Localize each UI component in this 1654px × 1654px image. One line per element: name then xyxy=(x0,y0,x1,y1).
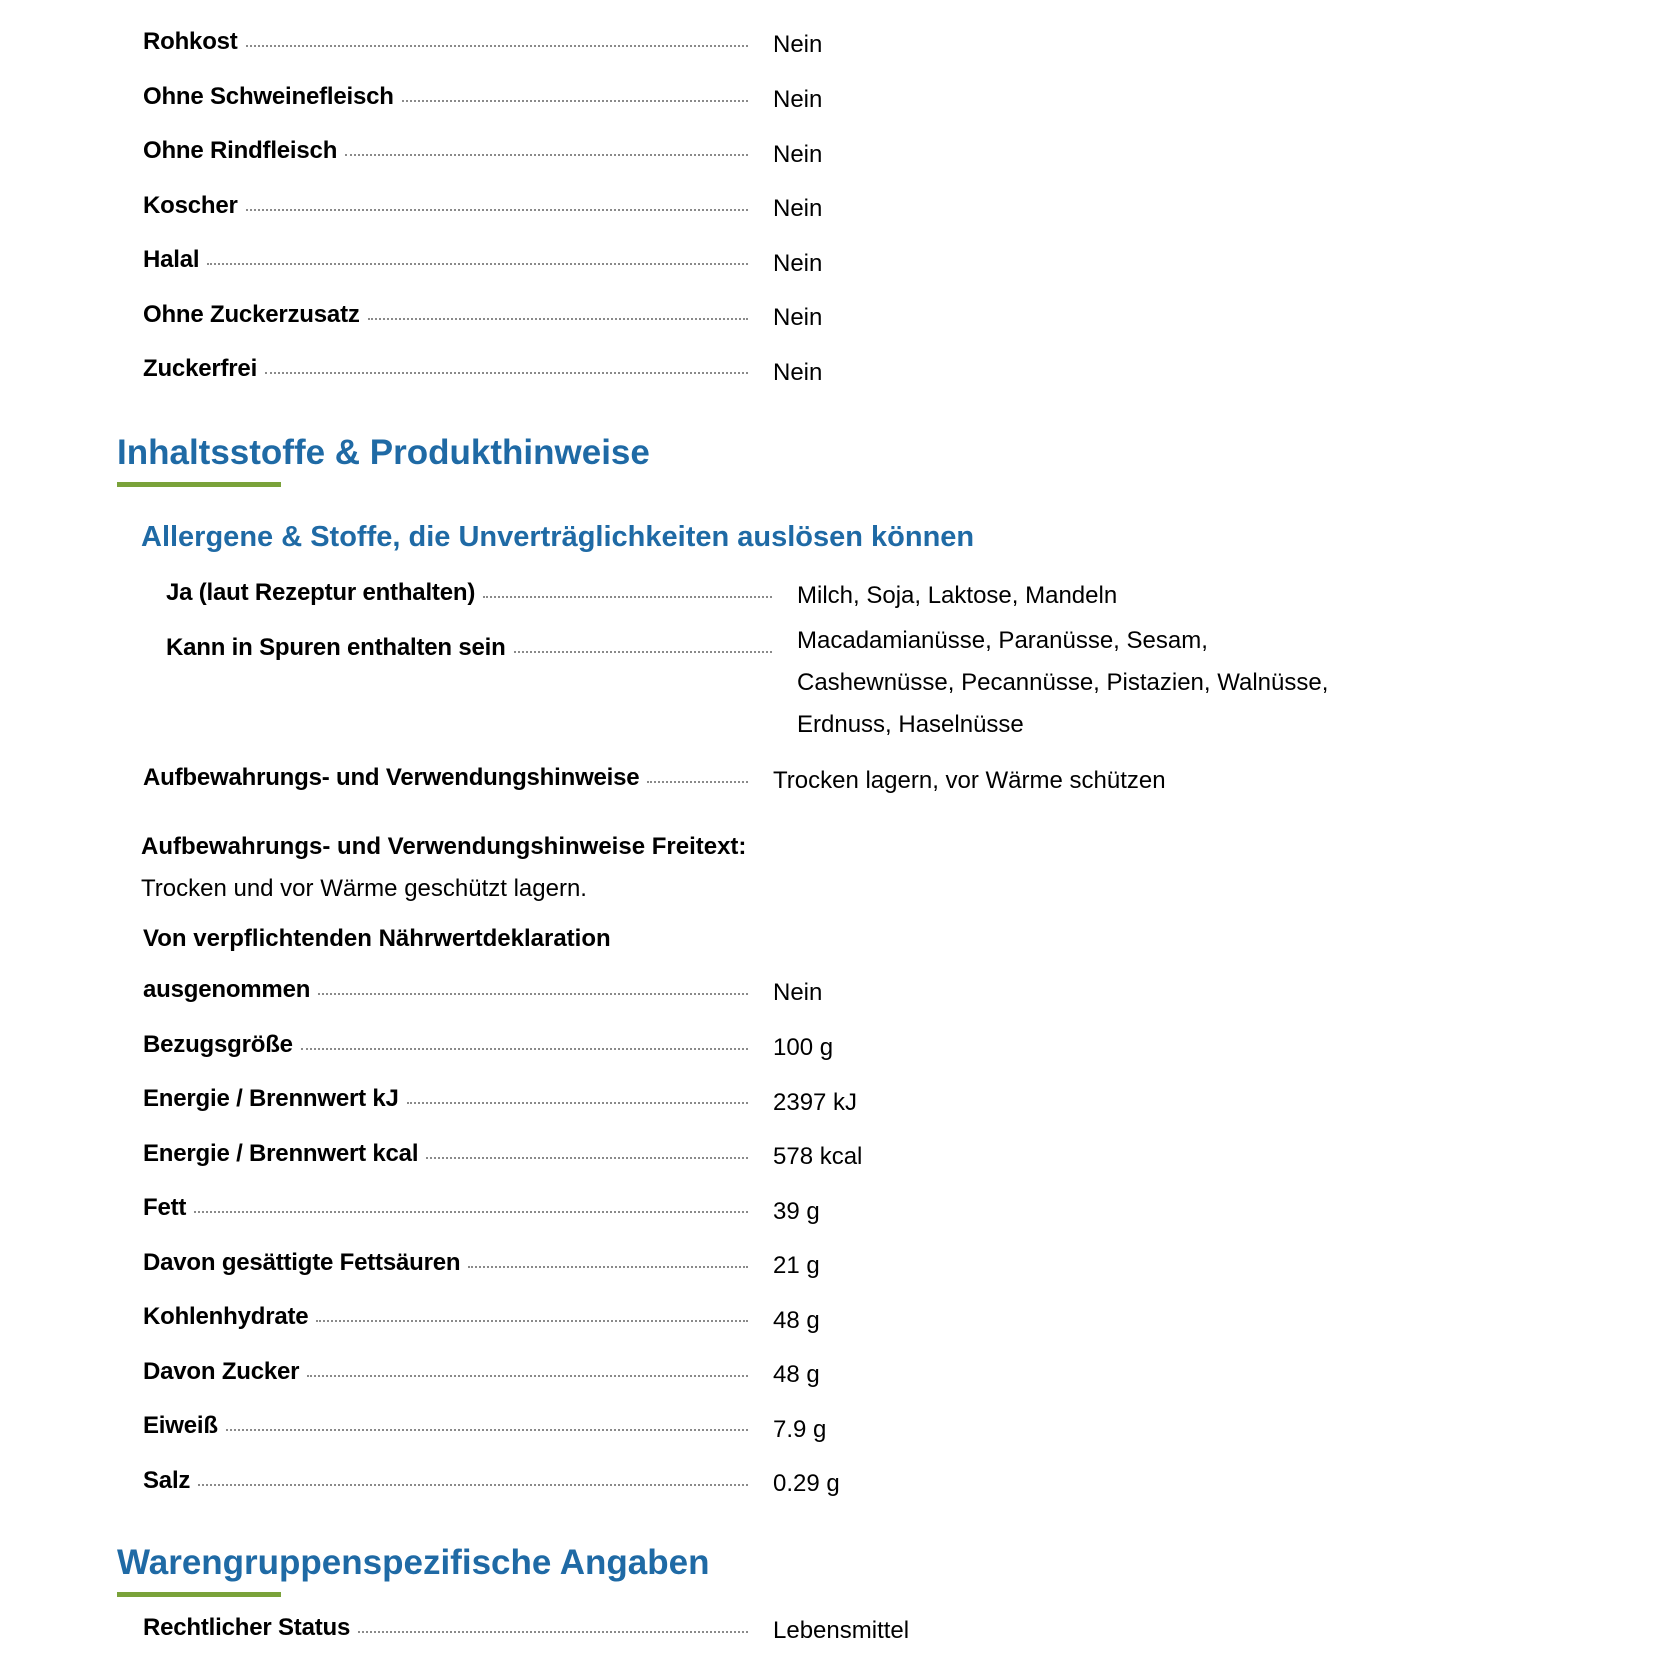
row-label: Energie / Brennwert kJ xyxy=(143,1085,399,1112)
row-value: Nein xyxy=(773,979,823,1006)
row-label: Ja (laut Rezeptur enthalten) xyxy=(166,579,476,606)
diet-row xyxy=(143,28,748,56)
row-value-line: Cashewnüsse, Pecannüsse, Pistazien, Walnüsse, xyxy=(797,669,1329,696)
row-label: Aufbewahrungs- und Verwendungshinweise xyxy=(143,764,640,791)
exempt-row xyxy=(143,976,748,1004)
section2-row xyxy=(143,1614,748,1642)
leader-dots xyxy=(207,263,748,265)
leader-dots xyxy=(345,154,748,156)
nutrition-row xyxy=(143,1467,748,1495)
row-label: Ohne Zuckerzusatz xyxy=(143,301,360,328)
leader-dots xyxy=(226,1429,748,1431)
row-label: Davon Zucker xyxy=(143,1358,300,1385)
row-label: Kohlenhydrate xyxy=(143,1303,309,1330)
nutrition-row xyxy=(143,1194,748,1222)
leader-dots xyxy=(407,1102,748,1104)
row-value: Milch, Soja, Laktose, Mandeln xyxy=(797,582,1118,609)
nutrition-row xyxy=(143,1303,748,1331)
row-value: Lebensmittel xyxy=(773,1617,910,1644)
row-value: Nein xyxy=(773,304,823,331)
nutrition-row xyxy=(143,1031,748,1059)
row-value: Nein xyxy=(773,86,823,113)
row-value: Nein xyxy=(773,141,823,168)
row-value: Nein xyxy=(773,359,823,386)
row-value: 48 g xyxy=(773,1361,820,1388)
leader-dots xyxy=(483,596,772,598)
row-label: Rohkost xyxy=(143,28,238,55)
row-value-line: Erdnuss, Haselnüsse xyxy=(797,711,1024,738)
row-value-line: Macadamianüsse, Paranüsse, Sesam, xyxy=(797,627,1208,654)
leader-dots xyxy=(301,1048,748,1050)
nutrition-row xyxy=(143,1140,748,1168)
leader-dots xyxy=(368,318,748,320)
row-value: 0.29 g xyxy=(773,1470,840,1497)
diet-row xyxy=(143,301,748,329)
nutrition-row xyxy=(143,1358,748,1386)
leader-dots xyxy=(358,1631,748,1633)
leader-dots xyxy=(198,1484,748,1486)
row-label: Bezugsgröße xyxy=(143,1031,293,1058)
section-title-underline xyxy=(117,482,281,487)
row-value: 2397 kJ xyxy=(773,1089,858,1116)
storage-freetext-label: Aufbewahrungs- und Verwendungshinweise Freitext: xyxy=(141,833,747,860)
row-label: Energie / Brennwert kcal xyxy=(143,1140,419,1167)
row-value: Nein xyxy=(773,195,823,222)
leader-dots xyxy=(318,993,748,995)
row-label: Fett xyxy=(143,1194,187,1221)
row-label: Davon gesättigte Fettsäuren xyxy=(143,1249,461,1276)
row-value: 100 g xyxy=(773,1034,834,1061)
section-title: Inhaltsstoffe & Produkthinweise xyxy=(117,433,650,472)
section-title-underline xyxy=(117,1592,281,1597)
allergen-row xyxy=(166,634,772,662)
row-value: 578 kcal xyxy=(773,1143,863,1170)
row-value: 48 g xyxy=(773,1307,820,1334)
row-label: Rechtlicher Status xyxy=(143,1614,351,1641)
diet-row xyxy=(143,246,748,274)
row-label: Koscher xyxy=(143,192,238,219)
leader-dots xyxy=(307,1375,748,1377)
row-label: Kann in Spuren enthalten sein xyxy=(166,634,506,661)
row-label: Salz xyxy=(143,1467,191,1494)
leader-dots xyxy=(514,651,772,653)
leader-dots xyxy=(316,1320,748,1322)
row-value: 39 g xyxy=(773,1198,820,1225)
leader-dots xyxy=(468,1266,748,1268)
row-label: Ohne Rindfleisch xyxy=(143,137,338,164)
row-value: Nein xyxy=(773,250,823,277)
allergen-row xyxy=(166,579,772,607)
leader-dots xyxy=(246,209,748,211)
row-value: Nein xyxy=(773,31,823,58)
diet-row xyxy=(143,137,748,165)
subsection-title: Allergene & Stoffe, die Unverträglichkeiten auslösen können xyxy=(141,521,975,553)
leader-dots xyxy=(194,1211,748,1213)
row-label: ausgenommen xyxy=(143,976,311,1003)
row-value: 21 g xyxy=(773,1252,820,1279)
storage-freetext: Trocken und vor Wärme geschützt lagern. xyxy=(141,875,587,902)
row-label: Zuckerfrei xyxy=(143,355,258,382)
diet-row xyxy=(143,83,748,111)
leader-dots xyxy=(426,1157,748,1159)
leader-dots xyxy=(246,45,748,47)
diet-row xyxy=(143,192,748,220)
exempt-label-line1: Von verpflichtenden Nährwertdeklaration xyxy=(143,925,611,952)
row-label: Ohne Schweinefleisch xyxy=(143,83,394,110)
diet-row xyxy=(143,355,748,383)
row-value: Trocken lagern, vor Wärme schützen xyxy=(773,767,1166,794)
row-label: Halal xyxy=(143,246,200,273)
leader-dots xyxy=(265,372,748,374)
nutrition-row xyxy=(143,1249,748,1277)
row-label: Eiweiß xyxy=(143,1412,218,1439)
row-value: 7.9 g xyxy=(773,1416,827,1443)
section-title: Warengruppenspezifische Angaben xyxy=(117,1543,710,1582)
nutrition-row xyxy=(143,1085,748,1113)
leader-dots xyxy=(402,100,748,102)
nutrition-row xyxy=(143,1412,748,1440)
storage-row xyxy=(143,764,748,792)
leader-dots xyxy=(647,781,748,783)
